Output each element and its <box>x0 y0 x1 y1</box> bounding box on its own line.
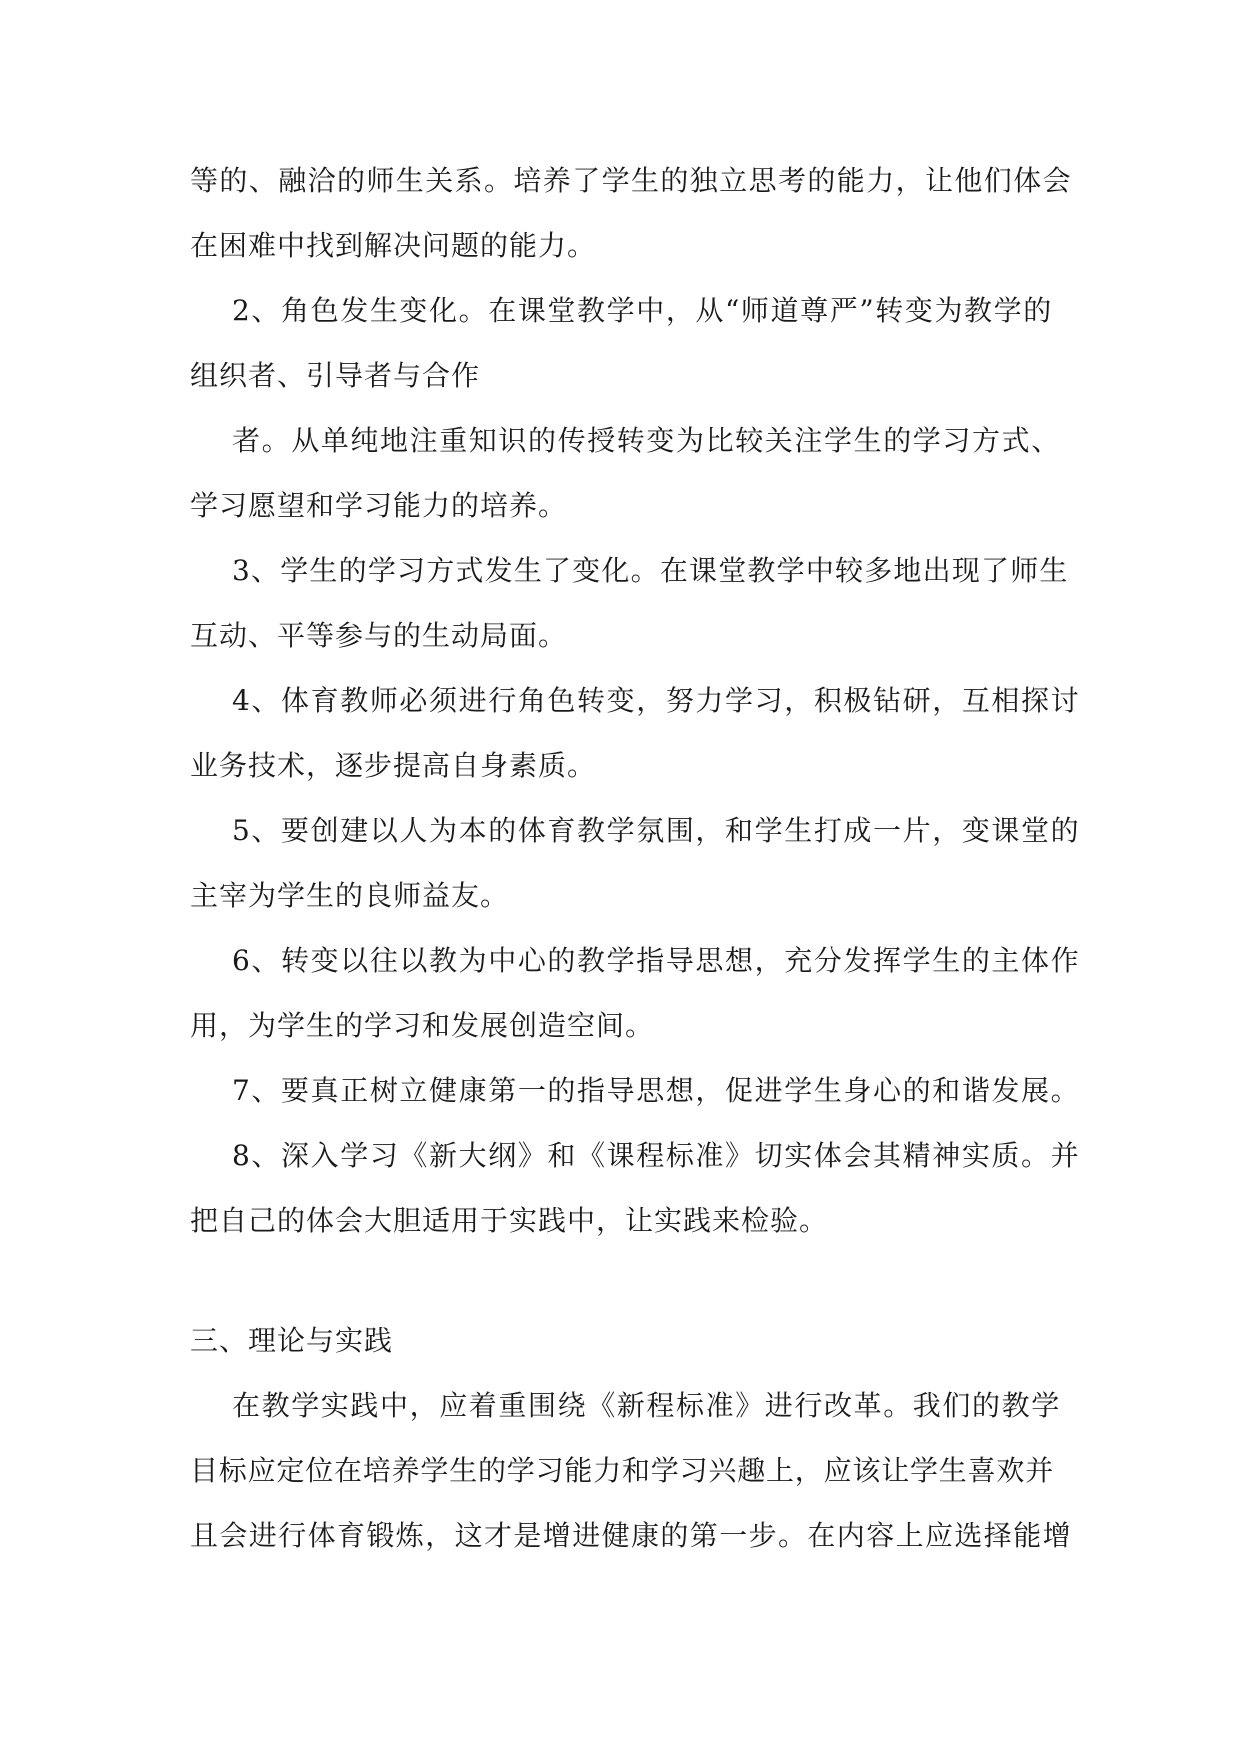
paragraph-line: 等的、融洽的师生关系。培养了学生的独立思考的能力，让他们体会 <box>190 164 1073 197</box>
paragraph-line: 7、要真正树立健康第一的指导思想，促进学生身心的和谐发展。 <box>232 1074 1081 1107</box>
paragraph-line: 学习愿望和学习能力的培养。 <box>190 489 568 522</box>
paragraph-line: 4、体育教师必须进行角色转变，努力学习，积极钻研，互相探讨 <box>232 684 1081 717</box>
paragraph-line: 把自己的体会大胆适用于实践中，让实践来检验。 <box>190 1204 829 1237</box>
paragraph-line: 且会进行体育锻炼，这才是增进健康的第一步。在内容上应选择能增 <box>190 1519 1073 1552</box>
paragraph-line: 在困难中找到解决问题的能力。 <box>190 229 597 262</box>
paragraph-line: 者。从单纯地注重知识的传授转变为比较关注学生的学习方式、 <box>232 424 1061 457</box>
paragraph-line: 2、角色发生变化。在课堂教学中，从“师道尊严”转变为教学的 <box>232 294 1053 327</box>
paragraph-line: 用，为学生的学习和发展创造空间。 <box>190 1009 655 1042</box>
paragraph-line: 组织者、引导者与合作 <box>190 359 481 392</box>
paragraph-line: 业务技术，逐步提高自身素质。 <box>190 749 597 782</box>
paragraph-line: 6、转变以往以教为中心的教学指导思想，充分发挥学生的主体作 <box>232 944 1081 977</box>
paragraph-line: 互动、平等参与的生动局面。 <box>190 619 568 652</box>
section-heading: 三、理论与实践 <box>190 1324 394 1357</box>
paragraph-line: 在教学实践中，应着重围绕《新程标准》进行改革。我们的教学 <box>232 1389 1061 1422</box>
paragraph-line: 主宰为学生的良师益友。 <box>190 879 510 912</box>
paragraph-line: 5、要创建以人为本的体育教学氛围，和学生打成一片，变课堂的 <box>232 814 1081 847</box>
paragraph-line: 目标应定位在培养学生的学习能力和学习兴趣上，应该让学生喜欢并 <box>190 1454 1055 1487</box>
paragraph-line: 8、深入学习《新大纲》和《课程标准》切实体会其精神实质。并 <box>232 1139 1081 1172</box>
paragraph-line: 3、学生的学习方式发生了变化。在课堂教学中较多地出现了师生 <box>232 554 1069 587</box>
